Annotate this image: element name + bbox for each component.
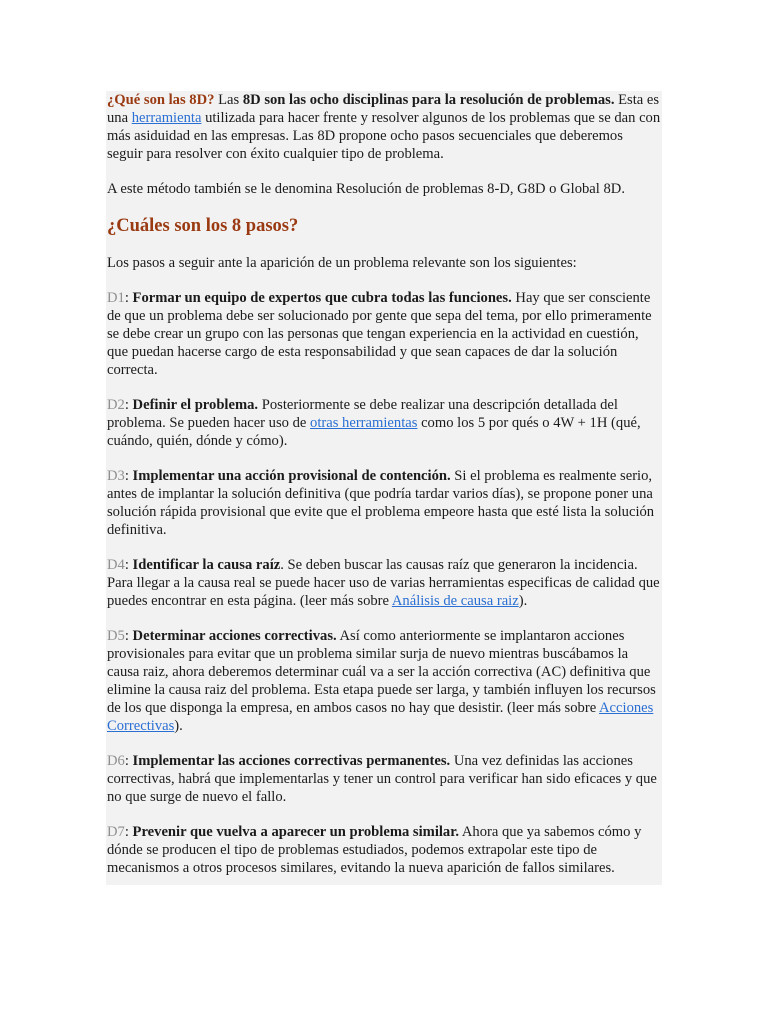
step-sep: : xyxy=(124,397,133,413)
intro-question: ¿Qué son las 8D? xyxy=(107,92,215,108)
step-text-2: como los 5 por qués o 4W + 1H (qué, cuándo, quién, dónde y cómo). xyxy=(107,415,641,449)
step-text: Así como anteriormente se implantaron acciones provisionales para evitar que un problema similar surja de nuevo mientras buscábamos la causa raiz, ahora deberemos determinar cuál va a ser la acción correctiva (AC) definitiva que elimine la causa raiz del problema. Esta etapa puede ser larga, y también influyen los recursos de los que disponga la empresa, en ambos casos no hay que desistir. (leer más sobre xyxy=(107,628,656,716)
step-title: Identificar la causa raíz xyxy=(132,557,281,573)
acciones-correctivas-link[interactable]: Acciones Correctivas xyxy=(107,700,654,734)
step-sep: : xyxy=(124,628,133,644)
step-sep: : xyxy=(124,753,133,769)
step-code: D3 xyxy=(107,468,125,484)
step-d5 xyxy=(107,627,662,735)
intro-text-2: Esta es una xyxy=(107,92,660,126)
step-text: Ahora que ya sabemos cómo y dónde se producen el tipo de problemas estudiados, podemos extrapolar este tipo de mecanismos a otros procesos similares, evitando la nueva aparición de fallos similares. xyxy=(107,824,642,876)
step-text: Si el problema es realmente serio, antes de implantar la solución definitiva (que podría tardar varios días), se propone poner una solución rápida provisional que evite que el problema empeore hasta que esté lista la solución definitiva. xyxy=(107,468,655,538)
step-d6 xyxy=(107,752,662,806)
step-title: Definir el problema. xyxy=(132,397,259,413)
intro-text: Las xyxy=(214,92,243,108)
step-title: Implementar una acción provisional de contención. xyxy=(132,468,451,484)
otras-herramientas-link[interactable]: otras herramientas xyxy=(310,415,418,431)
intro-text-3: utilizada para hacer frente y resolver algunos de los problemas que se dan con más asiduidad en las empresas. Las 8D propone ocho pasos secuenciales que deberemos seguir para resolver con éxito cualquier tipo de problema. xyxy=(107,110,661,162)
step-code: D1 xyxy=(107,290,125,306)
step-sep: : xyxy=(124,290,133,306)
step-code: D7 xyxy=(107,824,125,840)
step-title: Implementar las acciones correctivas permanentes. xyxy=(132,753,451,769)
lead-paragraph: Los pasos a seguir ante la aparición de un problema relevante son los siguientes: xyxy=(107,255,577,271)
analisis-causa-raiz-link[interactable]: Análisis de causa raiz xyxy=(391,593,519,609)
step-text-2: ). xyxy=(174,718,183,734)
step-title: Formar un equipo de expertos que cubra todas las funciones. xyxy=(132,290,512,306)
article-body xyxy=(107,91,662,894)
section-heading: ¿Cuáles son los 8 pasos? xyxy=(107,216,299,236)
step-text: Posteriormente se debe realizar una descripción detallada del problema. Se pueden hacer uso de xyxy=(107,397,618,431)
step-text: Una vez definidas las acciones correctivas, habrá que implementarlas y tener un control para verificar han sido eficaces y que no que surge de nuevo el fallo. xyxy=(107,753,657,805)
step-text-2: ). xyxy=(518,593,528,609)
step-d4 xyxy=(107,556,662,610)
step-d7 xyxy=(107,823,662,877)
step-title: Determinar acciones correctivas. xyxy=(132,628,337,644)
step-d2 xyxy=(107,396,662,450)
step-sep: : xyxy=(124,824,133,840)
step-code: D5 xyxy=(107,628,125,644)
step-text: Hay que ser consciente de que un problema debe ser solucionado por gente que sepa del tema, por ello primeramente se debe crear un grupo con las personas que tengan experiencia en la actividad en cuestión, que puedan hacerse cargo de esta responsabilidad y que sean capaces de dar la solución correcta. xyxy=(107,290,652,378)
step-sep: : xyxy=(124,468,133,484)
herramienta-link[interactable]: herramienta xyxy=(131,110,202,126)
intro-bold: 8D son las ocho disciplinas para la resolución de problemas. xyxy=(242,92,615,108)
also-paragraph: A este método también se le denomina Resolución de problemas 8-D, G8D o Global 8D. xyxy=(107,181,625,197)
step-title: Prevenir que vuelva a aparecer un problema similar. xyxy=(132,824,460,840)
step-d3 xyxy=(107,467,662,539)
intro-paragraph xyxy=(107,91,662,163)
step-code: D2 xyxy=(107,397,125,413)
step-sep: : xyxy=(124,557,133,573)
step-code: D6 xyxy=(107,753,125,769)
step-d1 xyxy=(107,289,662,379)
step-text: . Se deben buscar las causas raíz que generaron la incidencia. Para llegar a la causa real se puede hacer uso de varias herramientas especificas de calidad que puedes encontrar en esta página. (leer más sobre xyxy=(107,557,660,609)
step-code: D4 xyxy=(107,557,125,573)
